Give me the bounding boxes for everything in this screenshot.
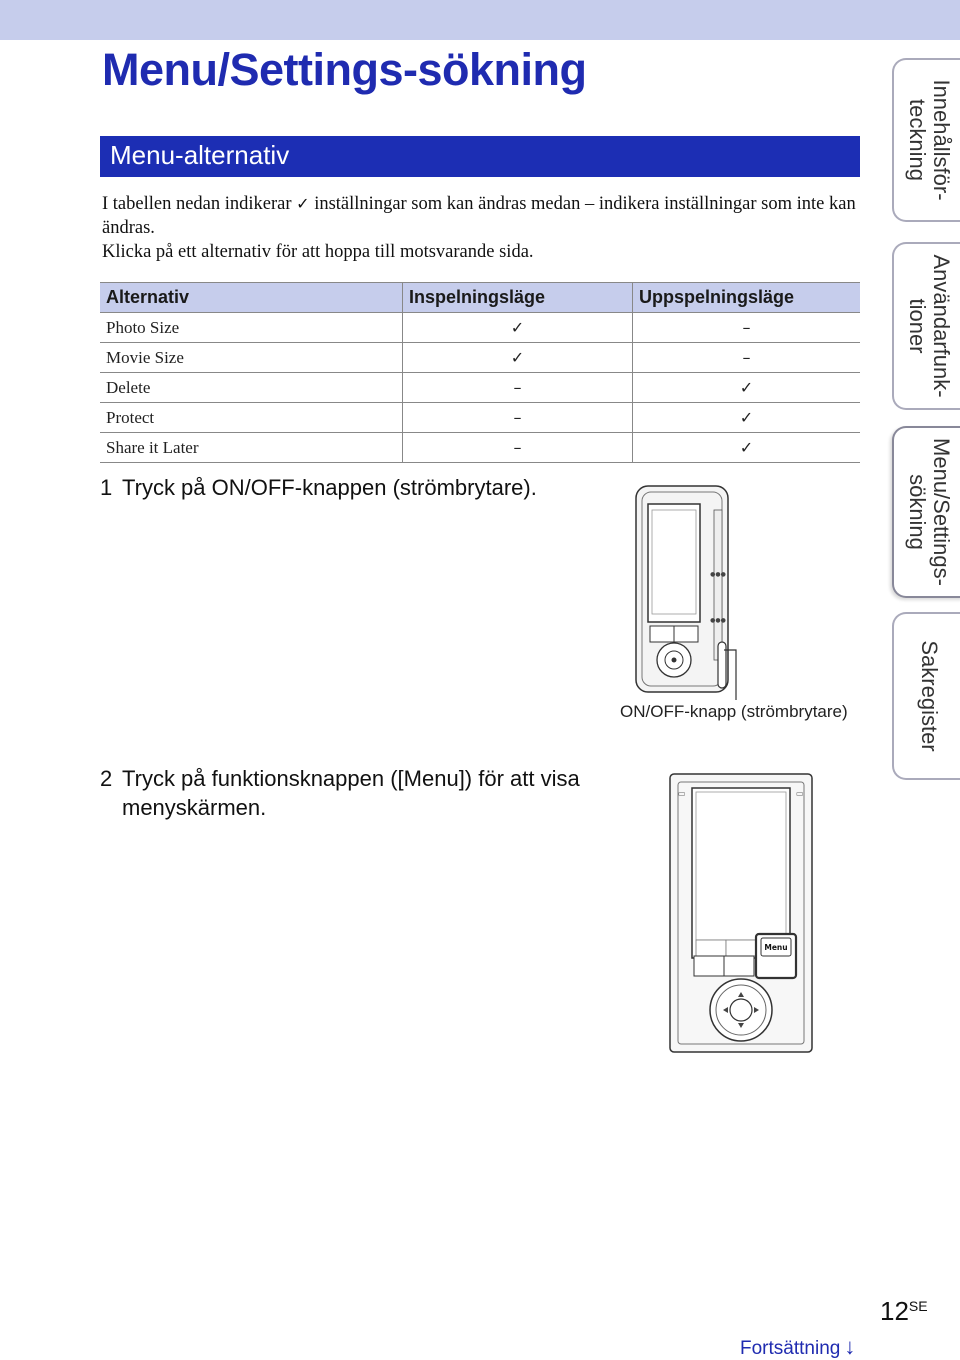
step-text: Tryck på ON/OFF-knappen (strömbrytare). (122, 475, 537, 500)
step-2 (100, 764, 580, 822)
side-tab-operations[interactable] (892, 242, 960, 410)
figure1-caption: ON/OFF-knapp (strömbrytare) (620, 702, 848, 721)
option-link-protect[interactable]: Protect (100, 403, 403, 433)
svg-text:●●●: ●●● (710, 571, 726, 578)
page-suffix: SE (908, 1298, 928, 1314)
checkmark-icon: ✓ (296, 194, 310, 213)
table-row[interactable] (100, 373, 860, 403)
side-tab-label: Innehållsför- (929, 79, 954, 201)
step-text: Tryck på funktionsknappen ([Menu]) för att visa (122, 766, 580, 791)
step-number: 2 (100, 766, 113, 791)
page-title: Menu/Settings-sökning (102, 44, 587, 95)
continued-link[interactable] (740, 1334, 855, 1360)
page-number-value: 12 (880, 1296, 909, 1326)
intro-line2: Klicka på ett alternativ för att hoppa till motsvarande sida. (102, 242, 534, 262)
option-link-movie-size[interactable]: Movie Size (100, 343, 403, 373)
options-table (100, 282, 860, 463)
option-link-delete[interactable]: Delete (100, 373, 403, 403)
play-mark: ✓ (633, 433, 861, 463)
intro-line1-after: inställningar som kan ändras medan – indikera inställningar som inte kan ändras. (102, 194, 856, 238)
step-number: 1 (100, 475, 113, 500)
rec-mark: – (403, 403, 633, 433)
table-row[interactable] (100, 433, 860, 463)
camera-front-illustration (668, 770, 816, 1054)
svg-text:▭: ▭ (796, 789, 804, 798)
rec-mark: ✓ (403, 313, 633, 343)
arrow-down-icon: ↓ (844, 1334, 856, 1359)
camera-side-illustration (628, 480, 748, 706)
intro-line1-before: I tabellen nedan indikerar (102, 194, 292, 214)
svg-text:●●●: ●●● (710, 617, 726, 624)
rec-mark: – (403, 433, 633, 463)
step-1 (100, 473, 537, 502)
table-header-row (100, 283, 860, 313)
svg-text:▭: ▭ (678, 789, 686, 798)
table-row[interactable] (100, 343, 860, 373)
option-link-photo-size[interactable]: Photo Size (100, 313, 403, 343)
step-text-continued: menyskärmen. (122, 795, 267, 820)
option-link-share-it-later[interactable]: Share it Later (100, 433, 403, 463)
page-number (880, 1296, 928, 1327)
play-mark: – (633, 343, 861, 373)
menu-button-label: Menu (764, 943, 788, 952)
side-tab-label: Menu/Settings- (929, 438, 954, 586)
side-tab-menu-settings[interactable] (892, 426, 960, 598)
side-tab-label: Användarfunk- (929, 254, 954, 398)
table-row[interactable] (100, 403, 860, 433)
continued-label: Fortsättning (740, 1338, 841, 1359)
side-tab-label: tioner (905, 298, 930, 354)
rec-mark: – (403, 373, 633, 403)
side-tab-label: teckning (905, 99, 930, 181)
rec-mark: ✓ (403, 343, 633, 373)
play-mark: – (633, 313, 861, 343)
table-row[interactable] (100, 313, 860, 343)
col-header-option: Alternativ (100, 283, 403, 313)
section-title: Menu-alternativ (110, 140, 290, 170)
col-header-recording: Inspelningsläge (403, 283, 633, 313)
side-tab-label: sökning (905, 474, 930, 550)
top-band (0, 0, 960, 40)
intro-text (102, 192, 862, 264)
play-mark: ✓ (633, 373, 861, 403)
play-mark: ✓ (633, 403, 861, 433)
col-header-playback: Uppspelningsläge (633, 283, 861, 313)
section-header (100, 136, 860, 177)
side-tab-contents[interactable] (892, 58, 960, 222)
side-tab-label: Sakregister (917, 640, 942, 752)
side-tab-index[interactable] (892, 612, 960, 780)
